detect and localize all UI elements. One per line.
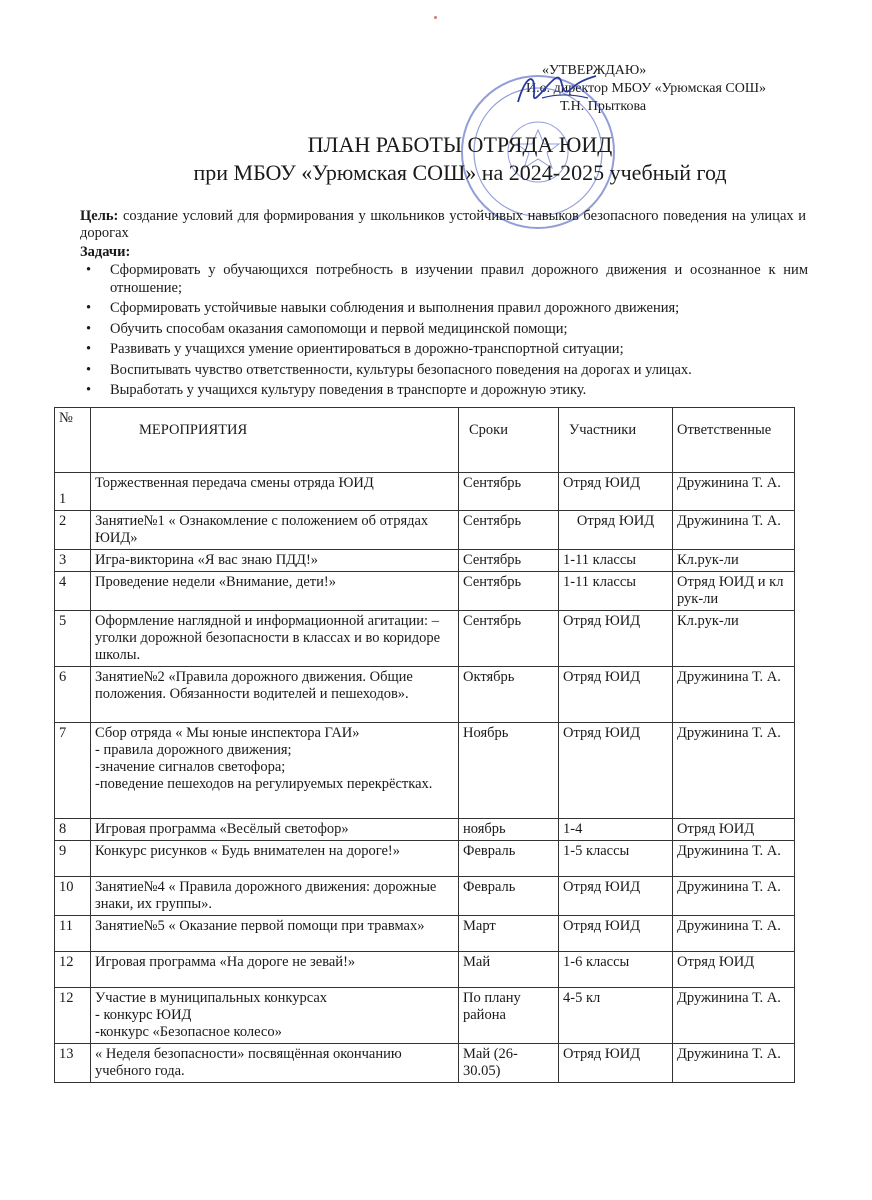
row-responsible: Дружинина Т. А. <box>673 841 795 877</box>
row-responsible: Дружинина Т. А. <box>673 723 795 819</box>
row-event: Сбор отряда « Мы юные инспектора ГАИ» - правила дорожного движения; -значение сигналов светофора; -поведение пешеходов на регулируемых перекрёстках. <box>91 723 459 819</box>
row-date: Февраль <box>459 841 559 877</box>
row-date: ноябрь <box>459 819 559 841</box>
row-participants: 1-11 классы <box>559 572 673 611</box>
table-row <box>55 511 795 550</box>
row-participants: Отряд ЮИД <box>559 473 673 511</box>
row-event: Игра-викторина «Я вас знаю ПДД!» <box>91 550 459 572</box>
table-body <box>55 473 795 1083</box>
signature <box>512 64 602 112</box>
task-item: • Воспитывать чувство ответственности, культуры безопасного поведения на дорогах и улицах. <box>80 362 808 380</box>
row-participants: 1-4 <box>559 819 673 841</box>
row-date: Сентябрь <box>459 550 559 572</box>
row-participants: 4-5 кл <box>559 988 673 1044</box>
table-row <box>55 473 795 511</box>
row-responsible: Дружинина Т. А. <box>673 1044 795 1083</box>
row-date: Март <box>459 916 559 952</box>
approval-line-2: И.о. директор МБОУ «Урюмская СОШ» <box>526 81 766 96</box>
row-date: Сентябрь <box>459 572 559 611</box>
goal-paragraph <box>80 208 806 242</box>
table-header-row <box>55 408 795 473</box>
row-participants: 1-5 классы <box>559 841 673 877</box>
row-number: 4 <box>55 572 91 611</box>
header-date: Сроки <box>459 408 559 473</box>
row-number: 6 <box>55 667 91 723</box>
table-row <box>55 611 795 667</box>
page-title: ПЛАН РАБОТЫ ОТРЯДА ЮИД <box>307 132 613 157</box>
row-event: Игровая программа «Весёлый светофор» <box>91 819 459 841</box>
row-number: 8 <box>55 819 91 841</box>
table-row <box>55 916 795 952</box>
task-item: • Сформировать у обучающихся потребность в изучении правил дорожного движения и осознанное к ним отношение; <box>80 262 808 297</box>
row-participants: Отряд ЮИД <box>559 877 673 916</box>
row-date: Сентябрь <box>459 473 559 511</box>
header-event: МЕРОПРИЯТИЯ <box>91 408 459 473</box>
task-item: • Развивать у учащихся умение ориентироваться в дорожно-транспортной ситуации; <box>80 341 808 359</box>
task-item: • Обучить способам оказания самопомощи и первой медицинской помощи; <box>80 321 808 339</box>
row-date: Ноябрь <box>459 723 559 819</box>
row-responsible: Дружинина Т. А. <box>673 667 795 723</box>
row-number: 7 <box>55 723 91 819</box>
table-row <box>55 819 795 841</box>
table-row <box>55 952 795 988</box>
row-date: Сентябрь <box>459 611 559 667</box>
row-date: Октябрь <box>459 667 559 723</box>
table-row <box>55 877 795 916</box>
scan-speck <box>434 16 437 19</box>
row-participants: Отряд ЮИД <box>559 667 673 723</box>
row-responsible: Кл.рук-ли <box>673 550 795 572</box>
row-responsible: Отряд ЮИД <box>673 819 795 841</box>
row-responsible: Дружинина Т. А. <box>673 877 795 916</box>
table-row <box>55 550 795 572</box>
task-item: • Сформировать устойчивые навыки соблюдения и выполнения правил дорожного движения; <box>80 300 808 318</box>
row-number: 2 <box>55 511 91 550</box>
row-responsible: Дружинина Т. А. <box>673 988 795 1044</box>
tasks-list <box>80 262 808 403</box>
table-row <box>55 988 795 1044</box>
row-date: Сентябрь <box>459 511 559 550</box>
row-number: 1 <box>55 473 91 511</box>
row-number: 11 <box>55 916 91 952</box>
row-event: Торжественная передача смены отряда ЮИД <box>91 473 459 511</box>
row-date: По плану района <box>459 988 559 1044</box>
row-event: Конкурс рисунков « Будь внимателен на дороге!» <box>91 841 459 877</box>
row-number: 3 <box>55 550 91 572</box>
row-participants: Отряд ЮИД <box>559 611 673 667</box>
header-num: № <box>55 408 91 473</box>
row-event: Оформление наглядной и информационной агитации: – уголки дорожной безопасности в классах и во коридоре школы. <box>91 611 459 667</box>
row-participants: 1-11 классы <box>559 550 673 572</box>
table-row <box>55 572 795 611</box>
row-event: Участие в муниципальных конкурсах - конкурс ЮИД -конкурс «Безопасное колесо» <box>91 988 459 1044</box>
row-number: 12 <box>55 952 91 988</box>
approval-line-1: «УТВЕРЖДАЮ» <box>542 63 647 78</box>
row-event: Занятие№5 « Оказание первой помощи при травмах» <box>91 916 459 952</box>
row-event: Занятие№1 « Ознакомление с положением об отрядах ЮИД» <box>91 511 459 550</box>
row-responsible: Отряд ЮИД <box>673 952 795 988</box>
row-responsible: Дружинина Т. А. <box>673 511 795 550</box>
row-participants: 1-6 классы <box>559 952 673 988</box>
row-date: Февраль <box>459 877 559 916</box>
header-responsible: Ответственные <box>673 408 795 473</box>
row-responsible: Кл.рук-ли <box>673 611 795 667</box>
table-row <box>55 841 795 877</box>
row-date: Май <box>459 952 559 988</box>
row-event: Проведение недели «Внимание, дети!» <box>91 572 459 611</box>
row-number: 13 <box>55 1044 91 1083</box>
row-number: 12 <box>55 988 91 1044</box>
table-row <box>55 723 795 819</box>
page-subtitle: при МБОУ «Урюмская СОШ» на 2024-2025 учебный год <box>193 160 727 185</box>
approval-line-3: Т.Н. Прыткова <box>560 99 647 114</box>
row-participants: Отряд ЮИД <box>559 1044 673 1083</box>
row-number: 5 <box>55 611 91 667</box>
row-participants: Отряд ЮИД <box>559 511 673 550</box>
row-responsible: Отряд ЮИД и кл рук-ли <box>673 572 795 611</box>
row-number: 10 <box>55 877 91 916</box>
goal-text: создание условий для формирования у школьников устойчивых навыков безопасного поведения на улицах и дорогах <box>80 208 806 241</box>
row-event: Игровая программа «На дороге не зевай!» <box>91 952 459 988</box>
header-participants: Участники <box>559 408 673 473</box>
goal-label: Цель: <box>80 208 119 224</box>
row-participants: Отряд ЮИД <box>559 916 673 952</box>
row-number: 9 <box>55 841 91 877</box>
table-row <box>55 667 795 723</box>
row-responsible: Дружинина Т. А. <box>673 916 795 952</box>
row-event: Занятие№4 « Правила дорожного движения: дорожные знаки, их группы». <box>91 877 459 916</box>
plan-table <box>54 407 795 1083</box>
row-responsible: Дружинина Т. А. <box>673 473 795 511</box>
table-row <box>55 1044 795 1083</box>
row-date: Май (26-30.05) <box>459 1044 559 1083</box>
tasks-heading: Задачи: <box>80 244 131 260</box>
row-participants: Отряд ЮИД <box>559 723 673 819</box>
task-item: • Выработать у учащихся культуру поведения в транспорте и дорожную этику. <box>80 382 808 400</box>
row-event: « Неделя безопасности» посвящённая окончанию учебного года. <box>91 1044 459 1083</box>
row-event: Занятие№2 «Правила дорожного движения. Общие положения. Обязанности водителей и пешеходов». <box>91 667 459 723</box>
